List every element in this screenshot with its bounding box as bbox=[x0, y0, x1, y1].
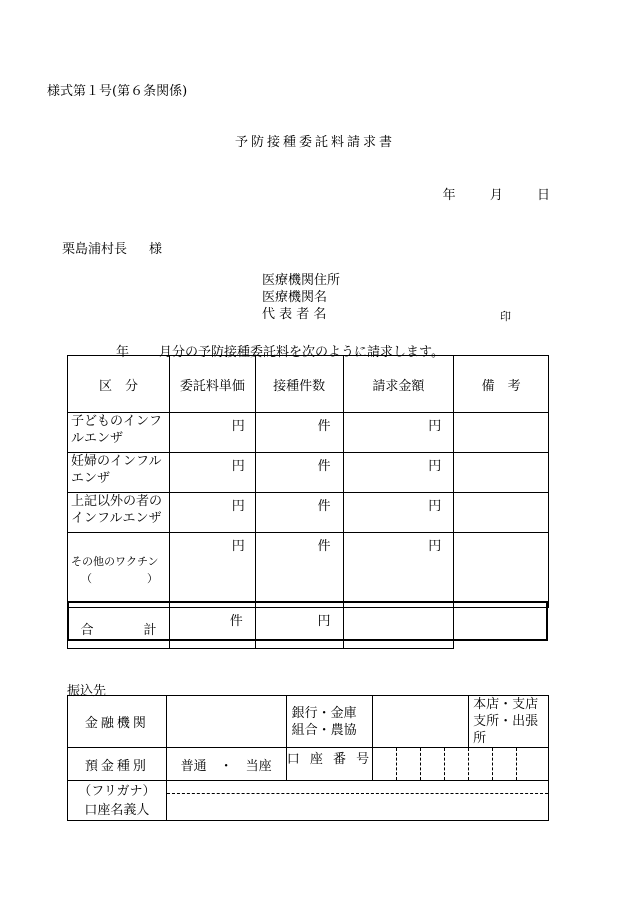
account-digit-cell[interactable] bbox=[445, 748, 469, 781]
category-cell: 子どものインフ ルエンザ bbox=[68, 413, 170, 453]
transfer-label: 振込先 bbox=[67, 684, 107, 699]
addressee bbox=[62, 238, 162, 257]
header-remarks: 備 考 bbox=[454, 356, 549, 413]
unit-price-cell[interactable]: 円 bbox=[169, 413, 255, 453]
amount-cell[interactable]: 円 bbox=[343, 453, 454, 493]
category-cell: 上記以外の者の インフルエンザ bbox=[68, 493, 170, 533]
statement-year: 年 bbox=[116, 345, 130, 360]
total-remarks-cell[interactable] bbox=[343, 608, 454, 649]
unit-price-cell[interactable]: 円 bbox=[169, 533, 255, 608]
category-cell: 妊婦のインフル エンザ bbox=[68, 453, 170, 493]
header-count: 接種件数 bbox=[255, 356, 343, 413]
statement-text: 月分の予防接種委託料を次のように請求します。 bbox=[159, 345, 444, 360]
total-count-cell[interactable]: 件 bbox=[169, 608, 255, 649]
total-amount-cell[interactable]: 円 bbox=[255, 608, 343, 649]
institution-name-label: 医療機関名 bbox=[262, 290, 328, 305]
total-row bbox=[68, 608, 549, 649]
header-unit-price: 委託料単価 bbox=[169, 356, 255, 413]
bank-label: 金融機関 bbox=[68, 696, 167, 748]
fee-table bbox=[67, 355, 549, 649]
table-row bbox=[68, 413, 549, 453]
account-digit-cell[interactable] bbox=[421, 748, 445, 781]
table-header-row bbox=[68, 356, 549, 413]
holder-name-field[interactable] bbox=[166, 781, 548, 821]
form-number: 様式第１号(第６条関係) bbox=[47, 84, 188, 99]
amount-cell[interactable]: 円 bbox=[343, 493, 454, 533]
date-year: 年 bbox=[442, 188, 456, 203]
count-cell[interactable]: 件 bbox=[255, 533, 343, 608]
seal-mark: 印 bbox=[500, 310, 511, 323]
amount-cell[interactable]: 円 bbox=[343, 533, 454, 608]
remarks-cell[interactable] bbox=[454, 533, 549, 608]
table-row bbox=[68, 533, 549, 608]
amount-cell[interactable]: 円 bbox=[343, 413, 454, 453]
unit-price-cell[interactable]: 円 bbox=[169, 453, 255, 493]
unit-price-cell[interactable]: 円 bbox=[169, 493, 255, 533]
account-digit-cell[interactable] bbox=[469, 748, 493, 781]
header-category: 区 分 bbox=[68, 356, 170, 413]
branch-name-field[interactable] bbox=[373, 696, 469, 748]
total-label: 合 計 bbox=[68, 608, 170, 649]
account-digit-cell[interactable] bbox=[397, 748, 421, 781]
deposit-type-options[interactable]: 普通 ・ 当座 bbox=[166, 748, 286, 781]
deposit-label: 預金種別 bbox=[68, 748, 167, 781]
institution-address-label: 医療機関住所 bbox=[262, 273, 341, 288]
header-amount: 請求金額 bbox=[343, 356, 454, 413]
page-title: 予防接種委託料請求書 bbox=[234, 135, 395, 150]
remarks-cell[interactable] bbox=[454, 493, 549, 533]
remarks-cell[interactable] bbox=[454, 413, 549, 453]
count-cell[interactable]: 件 bbox=[255, 493, 343, 533]
bank-name-field[interactable] bbox=[166, 696, 286, 748]
branch-type-options: 本店・支店 支所・出張所 bbox=[469, 696, 549, 748]
holder-row bbox=[68, 781, 549, 821]
furigana-line bbox=[167, 781, 548, 794]
date-line bbox=[413, 184, 550, 203]
bank-row bbox=[68, 696, 549, 748]
account-digit-cell[interactable] bbox=[373, 748, 397, 781]
deposit-row bbox=[68, 748, 549, 781]
holder-label: （フリガナ） 口座名義人 bbox=[68, 781, 167, 821]
date-month: 月 bbox=[489, 188, 503, 203]
institution-block bbox=[262, 272, 340, 323]
count-cell[interactable]: 件 bbox=[255, 453, 343, 493]
table-row bbox=[68, 493, 549, 533]
account-digit-cell[interactable] bbox=[493, 748, 517, 781]
account-digit-cell[interactable] bbox=[517, 748, 549, 781]
account-number-label: 口 座 番 号 bbox=[286, 748, 373, 781]
addressee-name: 栗島浦村長 bbox=[62, 242, 128, 257]
remarks-cell[interactable] bbox=[454, 453, 549, 493]
bank-type-options: 銀行・金庫 組合・農協 bbox=[286, 696, 373, 748]
honorific: 様 bbox=[149, 242, 163, 257]
category-cell: その他のワクチン （ ） bbox=[68, 533, 170, 608]
representative-label: 代 表 者 名 bbox=[262, 307, 327, 322]
bank-table bbox=[67, 695, 549, 821]
date-day: 日 bbox=[536, 188, 550, 203]
count-cell[interactable]: 件 bbox=[255, 413, 343, 453]
table-row bbox=[68, 453, 549, 493]
